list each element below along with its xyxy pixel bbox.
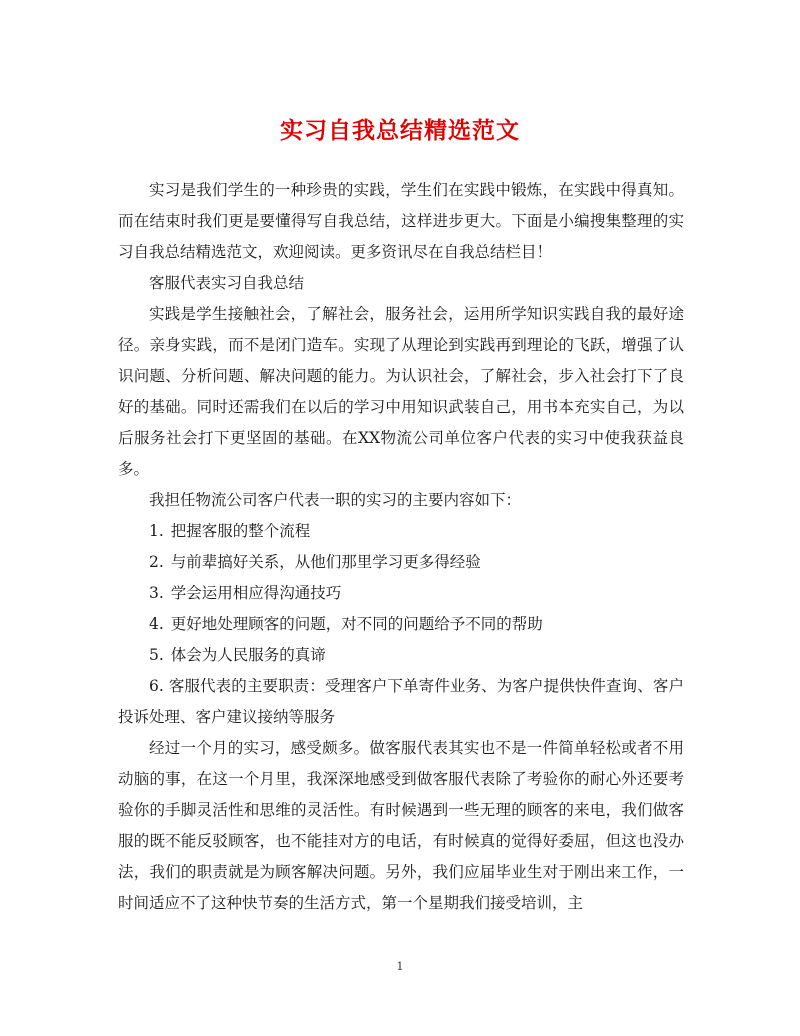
list-item-text: 学会运用相应得沟通技巧 <box>170 584 342 602</box>
list-item-text: 与前辈搞好关系，从他们那里学习更多得经验 <box>170 553 481 571</box>
list-item-number: 1. <box>149 522 164 540</box>
list-item-number: 2. <box>149 553 164 571</box>
duties-paragraph: 6. 客服代表的主要职责：受理客户下单寄件业务、为客户提供快件查询、客户投诉处理、客户建议接纳等服务 <box>118 677 684 726</box>
list-item-text: 更好地处理顾客的问题，对不同的问题给予不同的帮助 <box>170 615 543 633</box>
list-item-number: 5. <box>149 646 164 664</box>
page-number: 1 <box>396 960 404 973</box>
list-item <box>118 516 684 547</box>
list-item <box>118 609 684 640</box>
list-item <box>118 547 684 578</box>
list-item-text: 把握客服的整个流程 <box>170 522 311 540</box>
list-item <box>118 640 684 671</box>
duties-intro-paragraph: 我担任物流公司客户代表一职的实习的主要内容如下： <box>149 491 522 509</box>
document-title: 实习自我总结精选范文 <box>280 117 520 144</box>
list-item-text: 体会为人民服务的真谛 <box>170 646 326 664</box>
section-heading: 客服代表实习自我总结 <box>149 274 305 292</box>
experience-paragraph: 经过一个月的实习，感受颇多。做客服代表其实也不是一件简单轻松或者不用动脑的事，在这一个月里，我深深地感受到做客服代表除了考验你的耐心外还要考验你的手脚灵活性和思维的灵活性。有时候遇到一些无理的顾客的来电，我们做客服的既不能反驳顾客，也不能挂对方的电话，有时候真的觉得好委屈，但这也没办法，我们的职责就是为顾客解决问题。另外，我们应届毕业生对于刚出来工作，一时间适应不了这种快节奏的生活方式，第一个星期我们接受培训，主 <box>118 739 684 912</box>
list-item-number: 3. <box>149 584 164 602</box>
list-item <box>118 578 684 609</box>
document-body <box>118 175 684 919</box>
intro-paragraph: 实习是我们学生的一种珍贵的实践，学生们在实践中锻炼，在实践中得真知。而在结束时我们更是要懂得写自我总结，这样进步更大。下面是小编搜集整理的实习自我总结精选范文，欢迎阅读。更多资讯尽在自我总结栏目！ <box>118 181 684 261</box>
list-item-number: 4. <box>149 615 164 633</box>
practice-paragraph: 实践是学生接触社会，了解社会，服务社会，运用所学知识实践自我的最好途径。亲身实践，而不是闭门造车。实现了从理论到实践再到理论的飞跃，增强了认识问题、分析问题、解决问题的能力。为认识社会，了解社会，步入社会打下了良好的基础。同时还需我们在以后的学习中用知识武装自己，用书本充实自己，为以后服务社会打下更坚固的基础。在XX物流公司单位客户代表的实习中使我获益良多。 <box>118 305 684 478</box>
